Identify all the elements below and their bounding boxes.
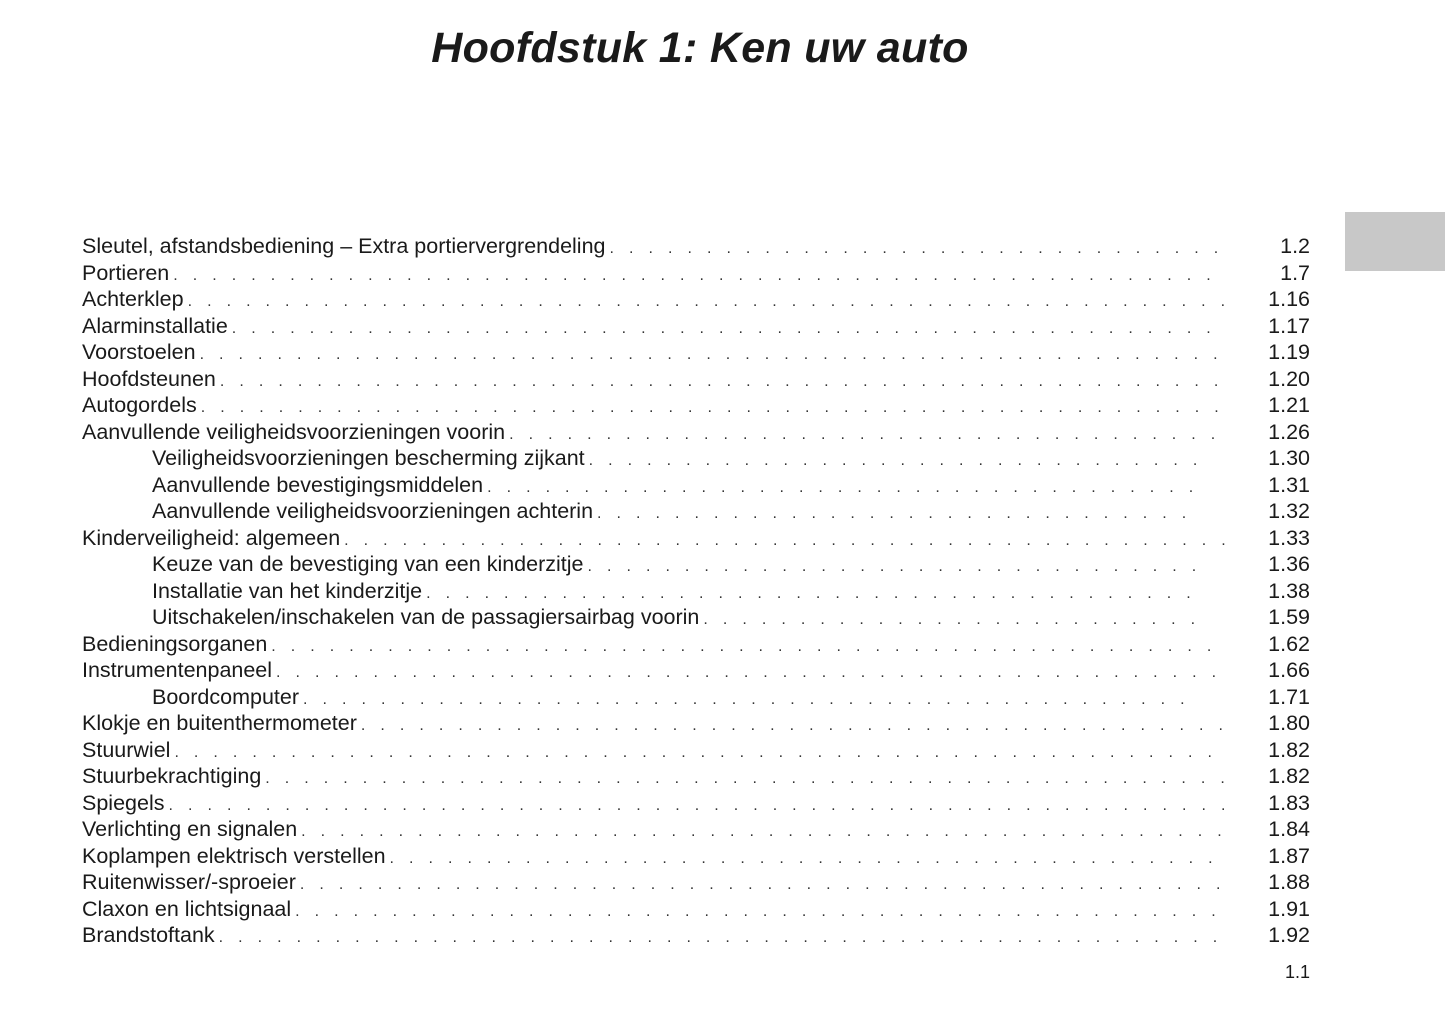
toc-entry[interactable] — [82, 710, 1310, 737]
toc-entry-label: Voorstoelen — [82, 340, 196, 364]
dot-leader — [301, 819, 1226, 846]
toc-entry-page: 1.88 — [1268, 870, 1310, 894]
toc-entry-page: 1.2 — [1280, 234, 1310, 258]
dot-leader — [173, 263, 1226, 290]
dot-leader — [487, 475, 1200, 502]
toc-entry[interactable] — [82, 339, 1310, 366]
toc-entry[interactable] — [82, 366, 1310, 393]
toc-entry-page: 1.17 — [1268, 313, 1310, 338]
toc-subentry[interactable] — [82, 445, 1310, 472]
toc-entry[interactable] — [82, 763, 1310, 790]
toc-entry-label: Aanvullende bevestigingsmiddelen — [152, 472, 484, 497]
toc-entry-label: Veiligheidsvoorzieningen bescherming zijkant — [152, 446, 585, 470]
toc-entry-label: Stuurbekrachtiging — [82, 764, 262, 788]
toc-entry-label: Boordcomputer — [152, 684, 299, 709]
toc-entry[interactable] — [82, 260, 1310, 287]
dot-leader — [200, 342, 1226, 369]
table-of-contents — [82, 233, 1310, 949]
dot-leader — [232, 316, 1226, 343]
toc-subentry[interactable] — [82, 551, 1310, 578]
page-number: 1.1 — [1284, 962, 1310, 982]
chapter-tab-marker — [1345, 212, 1445, 271]
toc-entry-page: 1.32 — [1268, 499, 1310, 523]
toc-entry-label: Klokje en buitenthermometer — [82, 711, 357, 735]
dot-leader — [303, 687, 1200, 714]
toc-entry[interactable] — [82, 313, 1310, 340]
toc-entry-page: 1.38 — [1268, 578, 1310, 603]
toc-entry-page: 1.7 — [1280, 260, 1310, 285]
toc-entry-page: 1.84 — [1268, 817, 1310, 841]
toc-entry[interactable] — [82, 843, 1310, 870]
toc-entry-page: 1.16 — [1268, 287, 1310, 311]
toc-subentry[interactable] — [82, 578, 1310, 605]
dot-leader — [610, 236, 1227, 263]
toc-entry[interactable] — [82, 631, 1310, 658]
toc-entry-page: 1.31 — [1268, 472, 1310, 497]
toc-entry-page: 1.82 — [1268, 737, 1310, 762]
toc-entry[interactable] — [82, 869, 1310, 896]
toc-entry-label: Stuurwiel — [82, 737, 171, 762]
toc-subentry[interactable] — [82, 604, 1310, 631]
dot-leader — [276, 660, 1226, 687]
toc-subentry[interactable] — [82, 684, 1310, 711]
toc-entry[interactable] — [82, 790, 1310, 817]
toc-entry-page: 1.36 — [1268, 552, 1310, 576]
toc-entry-label: Kinderveiligheid: algemeen — [82, 525, 341, 550]
toc-entry-label: Portieren — [82, 260, 170, 285]
toc-entry[interactable] — [82, 525, 1310, 552]
dot-leader — [300, 872, 1226, 899]
toc-entry[interactable] — [82, 392, 1310, 419]
dot-leader — [361, 713, 1226, 740]
toc-entry-label: Bedieningsorganen — [82, 631, 268, 656]
toc-entry-label: Autogordels — [82, 393, 197, 417]
toc-entry-page: 1.80 — [1268, 711, 1310, 735]
toc-entry-page: 1.92 — [1268, 923, 1310, 947]
toc-entry-page: 1.26 — [1268, 419, 1310, 444]
dot-leader — [188, 289, 1226, 316]
dot-leader — [587, 554, 1200, 581]
dot-leader — [174, 740, 1226, 767]
dot-leader — [703, 607, 1200, 634]
dot-leader — [265, 766, 1226, 793]
toc-entry-page: 1.19 — [1268, 340, 1310, 364]
dot-leader — [597, 501, 1200, 528]
toc-entry-page: 1.33 — [1268, 525, 1310, 550]
toc-subentry[interactable] — [82, 472, 1310, 499]
toc-entry[interactable] — [82, 286, 1310, 313]
toc-entry-page: 1.82 — [1268, 764, 1310, 788]
toc-subentry[interactable] — [82, 498, 1310, 525]
dot-leader — [509, 422, 1226, 449]
toc-entry-label: Alarminstallatie — [82, 313, 228, 338]
toc-entry-label: Koplampen elektrisch verstellen — [82, 843, 386, 868]
toc-entry-label: Ruitenwisser/-sproeier — [82, 870, 296, 894]
dot-leader — [589, 448, 1200, 475]
toc-entry[interactable] — [82, 233, 1310, 260]
toc-entry-label: Sleutel, afstandsbediening – Extra portiervergrendeling — [82, 234, 606, 258]
toc-entry[interactable] — [82, 816, 1310, 843]
toc-entry-label: Verlichting en signalen — [82, 817, 298, 841]
dot-leader — [220, 369, 1226, 396]
toc-entry-label: Claxon en lichtsignaal — [82, 896, 292, 921]
toc-entry-page: 1.59 — [1268, 605, 1310, 629]
toc-entry[interactable] — [82, 896, 1310, 923]
toc-entry-page: 1.91 — [1268, 896, 1310, 921]
toc-entry-label: Achterklep — [82, 287, 184, 311]
toc-entry-label: Uitschakelen/inschakelen van de passagiersairbag voorin — [152, 605, 700, 629]
toc-entry[interactable] — [82, 922, 1310, 949]
toc-entry-page: 1.21 — [1268, 393, 1310, 417]
toc-entry[interactable] — [82, 657, 1310, 684]
toc-entry-label: Brandstoftank — [82, 923, 215, 947]
toc-entry-label: Spiegels — [82, 790, 165, 815]
toc-entry-label: Installatie van het kinderzitje — [152, 578, 423, 603]
toc-entry-label: Keuze van de bevestiging van een kinderzitje — [152, 552, 584, 576]
toc-entry[interactable] — [82, 737, 1310, 764]
dot-leader — [390, 846, 1226, 873]
dot-leader — [168, 793, 1226, 820]
toc-entry-label: Hoofdsteunen — [82, 366, 216, 391]
toc-entry-label: Aanvullende veiligheidsvoorzieningen voorin — [82, 419, 506, 444]
toc-entry-page: 1.87 — [1268, 843, 1310, 868]
toc-entry-label: Instrumentenpaneel — [82, 658, 273, 682]
dot-leader — [295, 899, 1226, 926]
chapter-title: Hoofdstuk 1: Ken uw auto — [431, 24, 969, 72]
toc-entry-page: 1.30 — [1268, 446, 1310, 470]
toc-entry-page: 1.66 — [1268, 658, 1310, 682]
toc-entry-page: 1.62 — [1268, 631, 1310, 656]
toc-entry[interactable] — [82, 419, 1310, 446]
toc-entry-page: 1.71 — [1268, 684, 1310, 709]
dot-leader — [219, 925, 1226, 952]
toc-entry-label: Aanvullende veiligheidsvoorzieningen achterin — [152, 499, 594, 523]
toc-entry-page: 1.83 — [1268, 790, 1310, 815]
toc-entry-page: 1.20 — [1268, 366, 1310, 391]
dot-leader — [271, 634, 1226, 661]
